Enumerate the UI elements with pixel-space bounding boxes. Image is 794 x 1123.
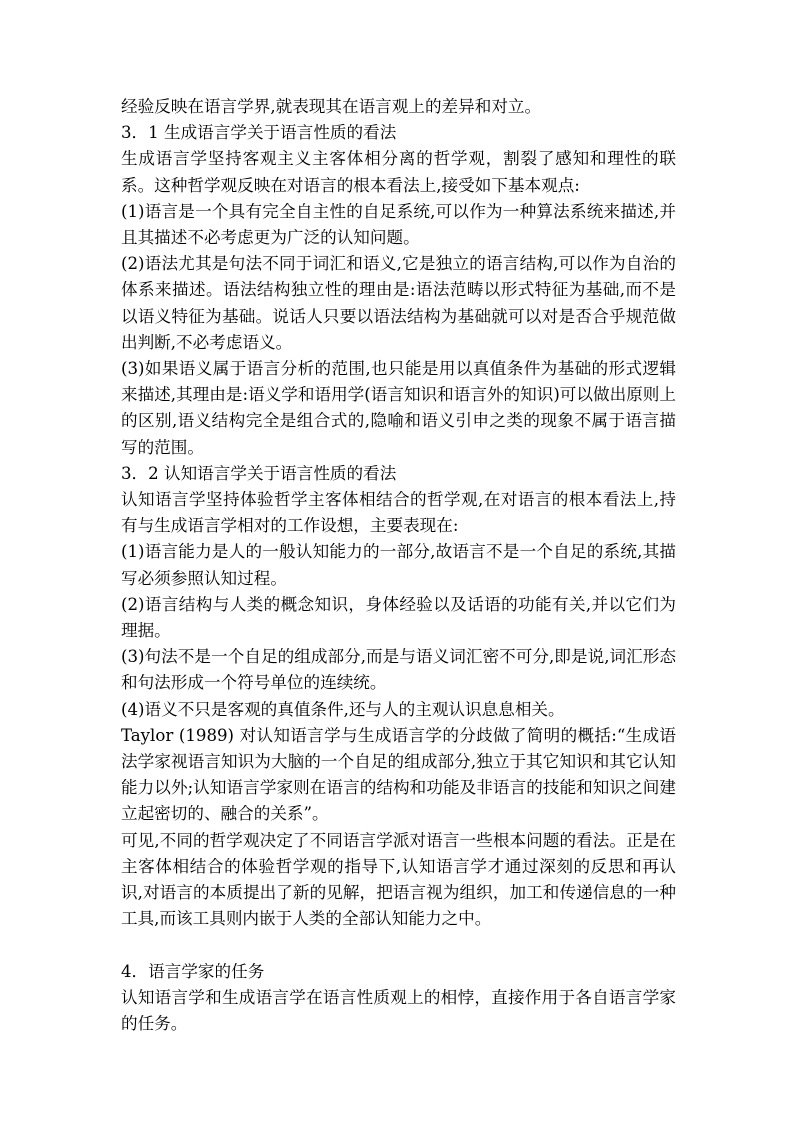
list-item-3-2-4: (4)语义不只是客观的真值条件,还与人的主观认识息息相关。 — [121, 699, 565, 719]
taylor-quote-paragraph: Taylor (1989) 对认知语言学与生成语言学的分歧做了简明的概括:“生成语法学家视语言知识为大脑的一个自足的组成部分,独立于其它知识和其它认知能力以外;认知语言学家则在语言的结构和功能及非语言的技能和知识之间建立起密切的、融合的关系”。 — [121, 725, 676, 824]
list-item-3-1-2: (2)语法尤其是句法不同于词汇和语义,它是独立的语言结构,可以作为自治的体系来描述。语法结构独立性的理由是:语法范畴以形式特征为基础,而不是以语义特征为基础。说话人只要以语法结构为基础就可以对是否合乎规范做出判断,不必考虑语义。 — [121, 254, 676, 352]
document-body — [121, 94, 676, 1037]
list-item-3-2-3: (3)句法不是一个自足的组成部分,而是与语义词汇密不可分,即是说,词汇形态和句法形成一个符号单位的连续统。 — [121, 647, 676, 693]
blank-line — [121, 933, 676, 959]
list-item-3-1-3: (3)如果语义属于语言分析的范围,也只能是用以真值条件为基础的形式逻辑来描述,其理由是:语义学和语用学(语言知识和语言外的知识)可以做出原则上的区别,语义结构完全是组合式的,隐喻和语义引申之类的现象不属于语言描写的范围。 — [121, 359, 676, 457]
list-item-3-2-2: (2)语言结构与人类的概念知识，身体经验以及话语的功能有关,并以它们为理据。 — [121, 594, 676, 641]
paragraph-4-body: 认知语言学和生成语言学在语言性质观上的相悖，直接作用于各自语言学家的任务。 — [121, 987, 676, 1033]
intro-paragraph: 经验反映在语言学界,就表现其在语言观上的差异和对立。 — [121, 97, 542, 116]
section-heading-3-2: 3．2 认知语言学关于语言性质的看法 — [121, 463, 397, 483]
list-item-3-1-1: (1)语言是一个具有完全自主性的自足系统,可以作为一种算法系统来描述,并且其描述不必考虑更为广泛的认知问题。 — [121, 201, 676, 248]
section-heading-3-1: 3．1 生成语言学关于语言性质的看法 — [121, 123, 397, 143]
paragraph-3-1-body: 生成语言学坚持客观主义主客体相分离的哲学观，割裂了感知和理性的联系。这种哲学观反映在对语言的根本看法上,接受如下基本观点: — [121, 149, 676, 195]
conclusion-paragraph: 可见,不同的哲学观决定了不同语言学派对语言一些根本问题的看法。正是在主客体相结合的体验哲学观的指导下,认知语言学才通过深刻的反思和再认识,对语言的本质提出了新的见解，把语言视为组织，加工和传递信息的一种工具,而该工具则内嵌于人类的全部认知能力之中。 — [121, 830, 676, 929]
section-heading-4: 4．语言学家的任务 — [121, 961, 265, 981]
paragraph-3-2-body: 认知语言学坚持体验哲学主客体相结合的哲学观,在对语言的根本看法上,持有与生成语言学相对的工作设想，主要表现在: — [121, 490, 676, 536]
list-item-3-2-1: (1)语言能力是人的一般认知能力的一部分,故语言不是一个自足的系统,其描写必须参照认知过程。 — [121, 542, 676, 588]
